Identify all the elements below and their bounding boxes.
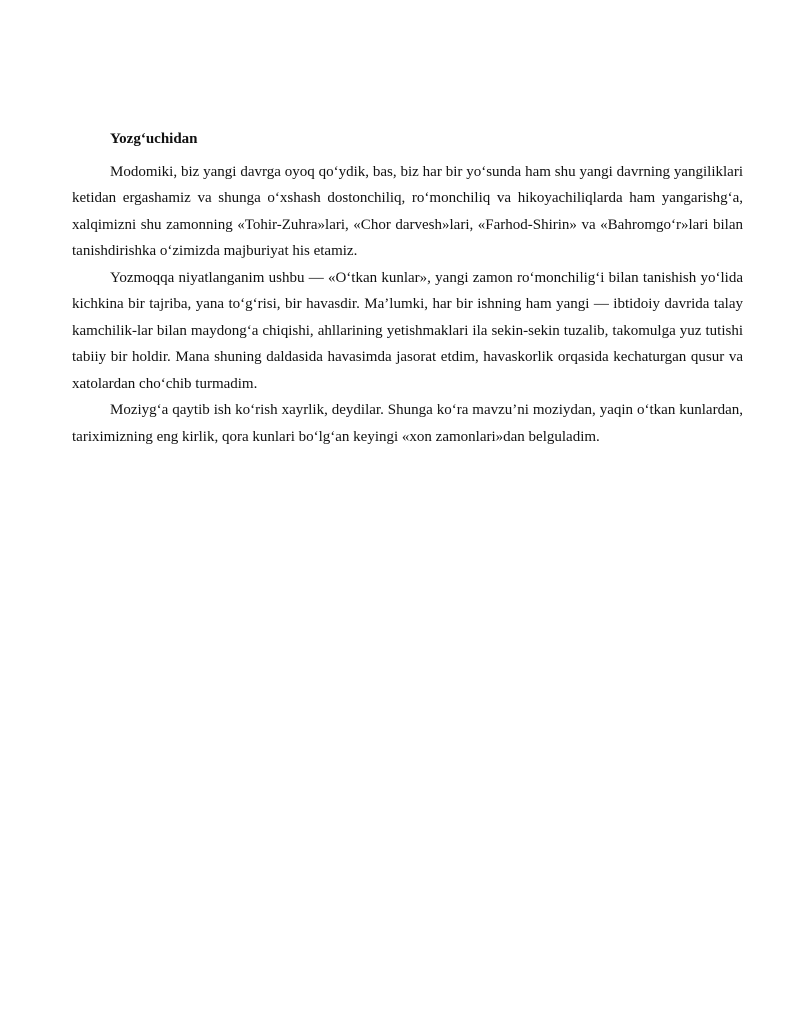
document-page bbox=[72, 126, 743, 450]
paragraph-1: Modomiki, biz yangi davrga oyoq qo‘ydik, bas, biz har bir yo‘sunda ham shu yangi davrning yangiliklari ketidan ergashamiz va shunga o‘xshash dostonchiliq, ro‘monchiliq va hikoyachiliqlarda ham yangarishg‘a, xalqimizni shu zamonning «Tohir-Zuhra»lari, «Chor darvesh»lari, «Farhod-Shirin» va «Bahromgo‘r»lari bilan tanishdirishka o‘zimizda majburiyat his etamiz. bbox=[72, 163, 743, 259]
paragraph-3: Moziyg‘a qaytib ish ko‘rish xayrlik, deydilar. Shunga ko‘ra mavzu’ni moziydan, yaqin o‘tkan kunlardan, tariximizning eng kirlik, qora kunlari bo‘lg‘an keyingi «xon zamonlari»dan belguladim. bbox=[72, 402, 743, 445]
section-heading: Yozg‘uchidan bbox=[110, 131, 198, 147]
paragraph-2: Yozmoqqa niyatlanganim ushbu — «O‘tkan kunlar», yangi zamon ro‘monchilig‘i bilan tanishish yo‘lida kichkina bir tajriba, yana to‘g‘risi, bir havasdir. Ma’lumki, har bir ishning ham yangi — ibtidoiy davrida talay kamchilik-lar bilan maydong‘a chiqishi, ahllarining yetishmaklari ila sekin-sekin tuzalib, takomulga yuz tutishi tabiiy bir holdir. Mana shuning daldasida havasimda jasorat etdim, havaskorlik orqasida kechaturgan qusur va xatolardan cho‘chib turmadim. bbox=[72, 269, 743, 392]
